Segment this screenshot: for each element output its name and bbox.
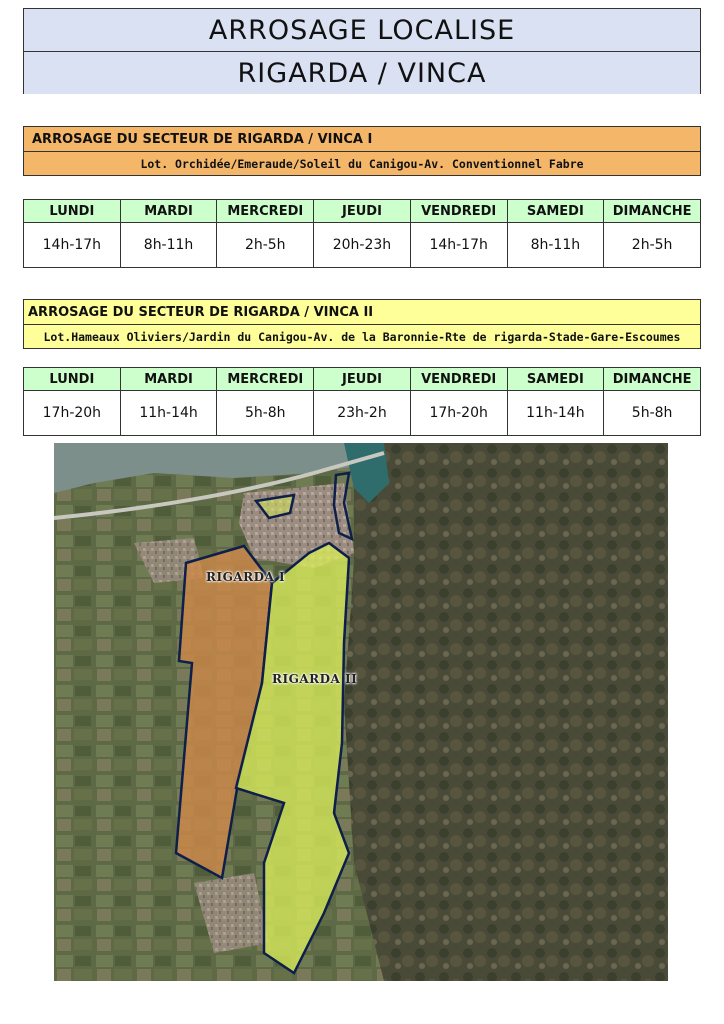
hours-sunday: 2h-5h	[604, 223, 701, 268]
day-header-tuesday: MARDI	[120, 368, 217, 391]
day-header-friday: VENDREDI	[410, 200, 507, 223]
day-header-saturday: SAMEDI	[507, 200, 604, 223]
day-header-saturday: SAMEDI	[507, 368, 604, 391]
zone-2-label: RIGARDA II	[272, 672, 358, 686]
sector-2-locations: Lot.Hameaux Oliviers/Jardin du Canigou-Av. de la Baronnie-Rte de rigarda-Stade-Gare-Escoumes	[43, 329, 681, 344]
hours-monday: 17h-20h	[24, 391, 121, 436]
hours-friday: 14h-17h	[410, 223, 507, 268]
hours-tuesday: 8h-11h	[120, 223, 217, 268]
hours-thursday: 23h-2h	[314, 391, 411, 436]
sector-1-locations: Lot. Orchidée/Emeraude/Soleil du Canigou-Av. Conventionnel Fabre	[140, 156, 584, 171]
sector-2-schedule-table	[23, 367, 701, 436]
schedule-header-row	[24, 368, 701, 391]
page-header	[23, 8, 701, 94]
day-header-wednesday: MERCREDI	[217, 368, 314, 391]
hours-saturday: 11h-14h	[507, 391, 604, 436]
schedule-hours-row	[24, 223, 701, 268]
sector-2-title: ARROSAGE DU SECTEUR DE RIGARDA / VINCA II	[24, 300, 700, 325]
day-header-thursday: JEUDI	[314, 200, 411, 223]
schedule-hours-row	[24, 391, 701, 436]
hours-tuesday: 11h-14h	[120, 391, 217, 436]
hours-sunday: 5h-8h	[604, 391, 701, 436]
aerial-map-image	[54, 443, 668, 981]
hours-monday: 14h-17h	[24, 223, 121, 268]
day-header-thursday: JEUDI	[314, 368, 411, 391]
hours-thursday: 20h-23h	[314, 223, 411, 268]
day-header-tuesday: MARDI	[120, 200, 217, 223]
sector-1-title: ARROSAGE DU SECTEUR DE RIGARDA / VINCA I	[24, 127, 700, 152]
zone-1-label: RIGARDA I	[206, 570, 286, 584]
hours-saturday: 8h-11h	[507, 223, 604, 268]
day-header-wednesday: MERCREDI	[217, 200, 314, 223]
day-header-friday: VENDREDI	[410, 368, 507, 391]
day-header-monday: LUNDI	[24, 368, 121, 391]
day-header-monday: LUNDI	[24, 200, 121, 223]
page-title: ARROSAGE LOCALISE	[24, 9, 700, 51]
day-header-sunday: DIMANCHE	[604, 200, 701, 223]
page-subtitle: RIGARDA / VINCA	[24, 51, 700, 94]
hours-wednesday: 5h-8h	[217, 391, 314, 436]
aerial-map	[54, 443, 668, 981]
schedule-header-row	[24, 200, 701, 223]
sector-1-schedule-table	[23, 199, 701, 268]
sector-2-banner	[23, 299, 701, 349]
sector-1-banner	[23, 126, 701, 176]
hours-friday: 17h-20h	[410, 391, 507, 436]
hours-wednesday: 2h-5h	[217, 223, 314, 268]
day-header-sunday: DIMANCHE	[604, 368, 701, 391]
